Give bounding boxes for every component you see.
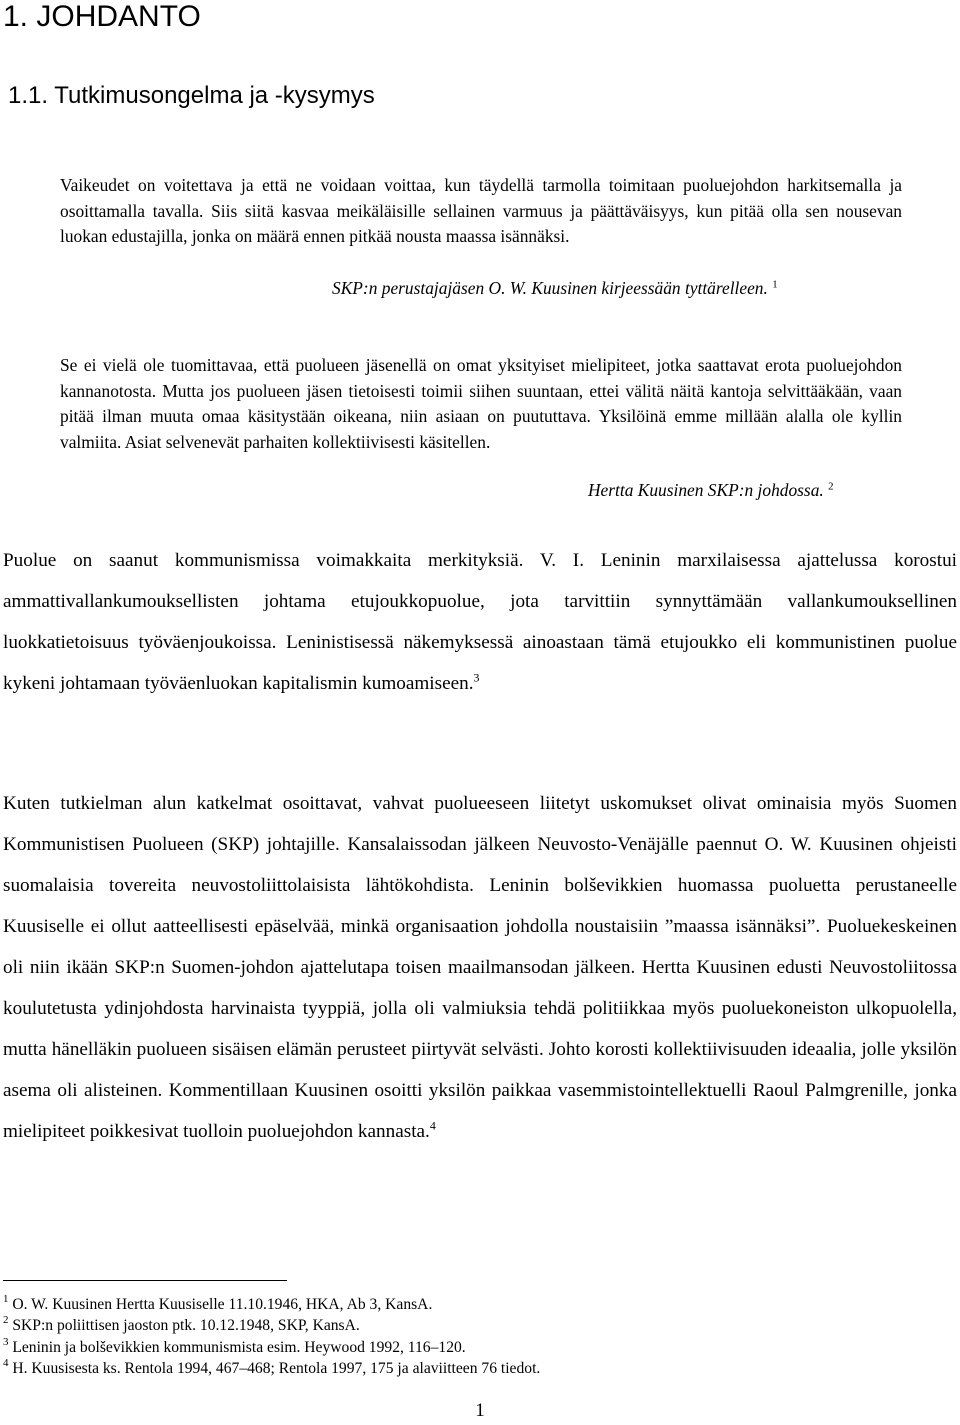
quote-1-attribution <box>332 278 778 299</box>
footnote-2-text: SKP:n poliittisen jaoston ptk. 10.12.1948, SKP, KansA. <box>12 1317 360 1335</box>
footnote-2-number: 2 <box>3 1314 9 1327</box>
paragraph-2-note-ref: 4 <box>429 1118 436 1133</box>
footnote-3-number: 3 <box>3 1335 9 1348</box>
footnote-separator <box>3 1280 287 1281</box>
footnote-1-number: 1 <box>3 1292 9 1305</box>
quote-1-text: Vaikeudet on voitettava ja että ne voidaan voittaa, kun täydellä tarmolla toimitaan puoluejohdon harkitsemalla ja osoittamalla tavalla. Siis siitä kasvaa meikäläisille sellainen varmuus ja päättäväisyys, kun pitää olla sen nousevan luokan edustajilla, jonka on määrä ennen pitkää nousta maassa isännäksi. <box>60 175 902 247</box>
footnote-4-number: 4 <box>3 1357 9 1370</box>
body-paragraph-2 <box>3 783 957 1152</box>
epigraph-quote-2 <box>60 353 902 455</box>
footnote-3-text: Leninin ja bolševikkien kommunismista esim. Heywood 1992, 116–120. <box>12 1338 466 1356</box>
quote-2-attribution-text: Hertta Kuusinen SKP:n johdossa. <box>588 480 824 500</box>
paragraph-2-text: Kuten tutkielman alun katkelmat osoittavat, vahvat puolueeseen liitetyt uskomukset olivat ominaisia myös Suomen Kommunistisen Puolueen (SKP) johtajille. Kansalaissodan jälkeen Neuvosto-Venäjälle paennut O. W. Kuusinen ohjeisti suomalaisia tovereita neuvostoliittolaisista lähtökohdista. Leninin bolševikkien huomassa puoluetta perustaneelle Kuusiselle ei ollut aatteellisesti epäselvää, minkä organisaation johdolla noustaisiin ”maassa isännäksi”. Puoluekeskeinen oli niin ikään SKP:n Suomen-johdon ajattelutapa toisen maailmansodan jälkeen. Hertta Kuusinen edusti Neuvostoliitossa koulutetusta ydinjohdosta harvinaista tyyppiä, jolla oli valmiuksia tehdä politiikkaa myös puoluekoneiston ulkopuolella, mutta hänelläkin puolueen sisäisen elämän perusteet piirtyvät selvästi. Johto korosti kollektiivisuuden ideaalia, jolle yksilön asema oli alisteinen. Kommentillaan Kuusinen osoitti yksilön paikkaa vasemmistointellektuelli Raoul Palmgrenille, jonka mielipiteet poikkesivat tuolloin puoluejohdon kannasta. <box>3 793 957 1142</box>
quote-1-note-ref: 1 <box>772 278 778 291</box>
section-heading: 1.1. Tutkimusongelma ja -kysymys <box>8 82 375 109</box>
footnote-4-text: H. Kuusisesta ks. Rentola 1994, 467–468; Rentola 1997, 175 ja alaviitteen 76 tiedot. <box>12 1360 541 1378</box>
epigraph-quote-1 <box>60 173 902 250</box>
body-paragraph-1 <box>3 540 957 704</box>
quote-2-note-ref: 2 <box>828 480 834 493</box>
paragraph-1-text: Puolue on saanut kommunismissa voimakkaita merkityksiä. V. I. Leninin marxilaisessa ajattelussa korostui ammattivallankumouksellisten johtama etujoukkopuolue, jota tarvittiin synnyttämään vallankumouksellinen luokkatietoisuus työväenjoukoissa. Leninistisessä näkemyksessä ainoastaan tämä etujoukko eli kommunistinen puolue kykeni johtamaan työväenluokan kapitalismin kumoamiseen. <box>3 550 957 694</box>
chapter-heading: 1. JOHDANTO <box>3 0 201 33</box>
footnote-2 <box>3 1315 540 1336</box>
footnote-1 <box>3 1294 540 1315</box>
footnotes <box>3 1294 540 1380</box>
page-number: 1 <box>475 1400 485 1421</box>
footnote-1-text: O. W. Kuusinen Hertta Kuusiselle 11.10.1946, HKA, Ab 3, KansA. <box>12 1296 433 1313</box>
quote-2-text: Se ei vielä ole tuomittavaa, että puolueen jäsenellä on omat yksityiset mielipiteet, jotka saattavat erota puoluejohdon kannanotosta. Mutta jos puolueen jäsen tietoisesti toimii siihen suuntaan, ettei välitä näitä kantoja selvittääkään, vaan pitää ilman muuta omaa käsitystään oikeana, niin asiaan on puututtava. Yksilöinä emme millään alalla ole kyllin valmiita. Asiat selvenevät parhaiten kollektiivisesti käsitellen. <box>60 355 902 452</box>
footnote-3 <box>3 1337 540 1358</box>
quote-1-attribution-text: SKP:n perustajajäsen O. W. Kuusinen kirjeessään tyttärelleen. <box>332 278 768 298</box>
footnote-4 <box>3 1358 540 1379</box>
quote-2-attribution <box>588 480 834 501</box>
paragraph-1-note-ref: 3 <box>473 670 480 685</box>
